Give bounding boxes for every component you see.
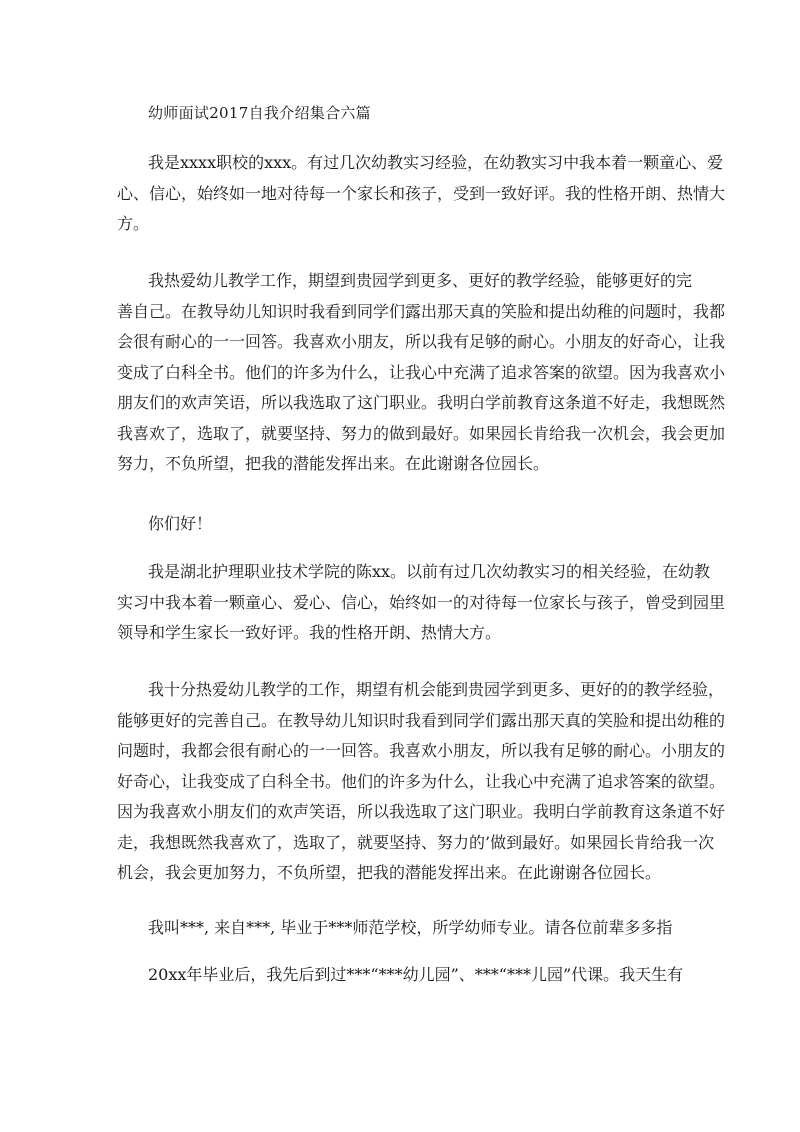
paragraph-1	[117, 148, 726, 240]
paragraph-line: 问题时，我都会很有耐心的一一回答。我喜欢小朋友，所以我有足够的耐心。小朋友的	[117, 741, 726, 760]
paragraph-line: 能够更好的完善自己。在教导幼儿知识时我看到同学们露出那天真的笑脸和提出幼稚的	[117, 710, 726, 730]
paragraph-line: 方。	[117, 214, 150, 233]
paragraph-line: 努力，不负所望，把我的潜能发挥出来。在此谢谢各位园长。	[117, 454, 550, 473]
paragraph-line: 领导和学生家长一致好评。我的性格开朗、热情大方。	[117, 623, 502, 642]
paragraph-3	[117, 557, 726, 649]
paragraph-line: 我热爱幼儿教学工作，期望到贵园学到更多、更好的教学经验，能够更好的完	[148, 271, 693, 290]
paragraph-5-line: 我叫***, 来自***, 毕业于***师范学校，所学幼师专业。请各位前辈多多指	[148, 918, 673, 937]
paragraph-line: 好奇心，让我变成了白科全书。他们的许多为什么，让我心中充满了追求答案的欲望。	[117, 771, 726, 791]
paragraph-line: 我十分热爱幼儿教学的工作，期望有机会能到贵园学到更多、更好的的教学经验，	[148, 680, 725, 699]
paragraph-line: 我是xxxx职校的xxx。有过几次幼教实习经验，在幼教实习中我本着一颗童心、爱	[148, 153, 724, 172]
paragraph-line: 机会，我会更加努力，不负所望，把我的潜能发挥出来。在此谢谢各位园长。	[117, 863, 662, 882]
paragraph-line: 我喜欢了，选取了，就要坚持、努力的做到最好。如果园长肯给我一次机会，我会更加	[117, 423, 726, 443]
paragraph-line: 善自己。在教导幼儿知识时我看到同学们露出那天真的笑脸和提出幼稚的问题时，我都	[117, 301, 726, 321]
greeting-line: 你们好！	[148, 514, 213, 533]
paragraph-line: 心、信心，始终如一地对待每一个家长和孩子，受到一致好评。我的性格开朗、热情大	[117, 183, 726, 203]
paragraph-line: 因为我喜欢小朋友们的欢声笑语，所以我选取了这门职业。我明白学前教育这条道不好	[117, 802, 726, 821]
paragraph-line: 朋友们的欢声笑语，所以我选取了这门职业。我明白学前教育这条道不好走，我想既然	[117, 393, 726, 412]
paragraph-line: 我是湖北护理职业技术学院的陈xx。以前有过几次幼教实习的相关经验，在幼教	[148, 562, 711, 581]
paragraph-2	[117, 266, 726, 480]
paragraph-line: 会很有耐心的一一回答。我喜欢小朋友，所以我有足够的耐心。小朋友的好奇心，让我	[117, 332, 726, 351]
document-title: 幼师面试2017自我介绍集合六篇	[148, 104, 371, 122]
paragraph-line: 变成了白科全书。他们的许多为什么，让我心中充满了追求答案的欲望。因为我喜欢小	[117, 362, 726, 382]
paragraph-line: 实习中我本着一颗童心、爱心、信心，始终如一的对待每一位家长与孩子，曾受到园里	[117, 592, 726, 612]
paragraph-6-line: 20xx年毕业后，我先后到过***“***幼儿园”、***“***儿园”代课。我天生有	[148, 965, 684, 984]
paragraph-4	[117, 675, 726, 889]
paragraph-line: 走，我想既然我喜欢了，选取了，就要坚持、努力的’做到最好。如果园长肯给我一次	[117, 832, 715, 852]
